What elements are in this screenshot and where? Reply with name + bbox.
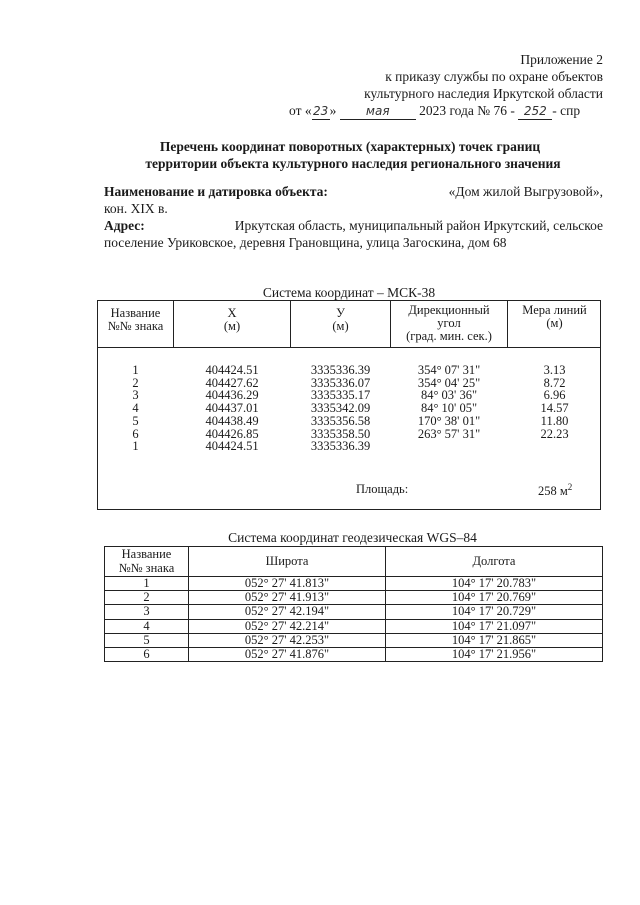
msk-cell-number: 1 xyxy=(132,363,139,377)
msk-header-angle-1: Дирекционный xyxy=(408,303,490,317)
msk-header-angle xyxy=(391,304,507,343)
msk-header-name-1: Название xyxy=(110,306,161,320)
date-day xyxy=(312,103,330,120)
area-number: 258 xyxy=(538,484,557,499)
order-suffix: - спр xyxy=(552,103,581,118)
appendix-label: Приложение 2 xyxy=(520,52,603,67)
wgs-header-name-2: №№ знака xyxy=(118,560,175,575)
object-name-label: Наименование и датировка объекта: xyxy=(104,184,328,199)
area-unit: м xyxy=(559,484,568,499)
wgs-cell-lon: 104° 17' 21.097" xyxy=(386,619,603,633)
wgs-cell-lat: 052° 27' 42.194" xyxy=(189,605,386,619)
msk-header-name xyxy=(98,307,173,333)
wgs-cell-number: 3 xyxy=(105,605,189,619)
area-label: Площадь: xyxy=(356,482,409,496)
msk-cell-y: 3335356.58 xyxy=(310,413,371,428)
wgs-cell-number: 2 xyxy=(105,591,189,605)
msk-cell-angle: 354° 07' 31" xyxy=(417,363,481,377)
area-unit-sup: 2 xyxy=(567,482,573,492)
msk-cell-length: 14.57 xyxy=(540,401,569,416)
msk-header-angle-3: (град. мин. сек.) xyxy=(406,329,492,343)
order-line-2: культурного наследия Иркутской области xyxy=(364,86,603,101)
wgs-cell-lon: 104° 17' 20.769" xyxy=(386,591,603,605)
doc-title-line-2: территории объекта культурного наследия регионального значения xyxy=(145,156,561,171)
object-name-value: «Дом жилой Выгрузовой», xyxy=(448,184,603,199)
table-row xyxy=(105,648,603,662)
wgs-header-lon: Долгота xyxy=(386,547,603,577)
area-value xyxy=(538,481,572,498)
table-row xyxy=(105,633,603,647)
msk-caption: Система координат – МСК-38 xyxy=(262,285,436,300)
wgs-cell-lat: 052° 27' 42.214" xyxy=(189,619,386,633)
object-name-line xyxy=(104,184,603,200)
msk-cell-number: 3 xyxy=(132,388,139,403)
msk-cell-length: 3.13 xyxy=(543,363,566,377)
msk-cell-y: 3335335.17 xyxy=(310,388,371,403)
wgs-header-name-1: Название xyxy=(121,547,172,562)
date-month xyxy=(340,103,416,120)
msk-cell-length: 22.23 xyxy=(540,426,569,441)
msk-header-length-1: Мера линий xyxy=(522,303,587,317)
msk-header-length-2: (м) xyxy=(546,316,563,330)
wgs-cell-lat: 052° 27' 41.913" xyxy=(189,591,386,605)
wgs-header-lat: Широта xyxy=(189,547,386,577)
msk-cell-number: 2 xyxy=(132,375,139,390)
address-line-2: поселение Уриковское, деревня Грановщина, улица Загоскина, дом 68 xyxy=(104,235,507,250)
table-row xyxy=(105,605,603,619)
msk-cell-x: 404424.51 xyxy=(205,363,259,377)
wgs-cell-lat: 052° 27' 42.253" xyxy=(189,633,386,647)
msk-cell-angle: 84° 03' 36" xyxy=(420,388,478,403)
wgs-header-name xyxy=(105,547,189,577)
date-year-number: 2023 года № 76 - xyxy=(419,103,515,118)
date-month-handwritten: мая xyxy=(365,104,390,118)
msk-cell-angle: 263° 57' 31" xyxy=(417,426,481,441)
msk-table xyxy=(97,300,601,510)
msk-header-y xyxy=(291,307,390,333)
msk-cell-x: 404426.85 xyxy=(205,426,259,441)
table-row xyxy=(105,591,603,605)
wgs-cell-lat: 052° 27' 41.813" xyxy=(189,577,386,591)
msk-header-name-2: №№ знака xyxy=(107,319,164,333)
msk-header-angle-2: угол xyxy=(437,316,461,330)
wgs-rows xyxy=(105,577,603,662)
wgs-header-row xyxy=(105,547,603,577)
object-dating: кон. XIX в. xyxy=(104,201,168,216)
msk-cell-length: 6.96 xyxy=(543,388,566,403)
msk-cell-x: 404427.62 xyxy=(205,375,259,390)
msk-cell-y: 3335342.09 xyxy=(310,401,371,416)
wgs-caption: Система координат геодезическая WGS–84 xyxy=(228,530,477,545)
msk-cell-angle: 354° 04' 25" xyxy=(417,375,481,390)
order-date-line xyxy=(289,103,580,120)
msk-cell-x: 404424.51 xyxy=(205,439,259,454)
wgs-cell-lat: 052° 27' 41.876" xyxy=(189,648,386,662)
address-label: Адрес: xyxy=(104,218,145,233)
doc-title-line-1: Перечень координат поворотных (характерных) точек границ xyxy=(159,139,541,154)
msk-header-x xyxy=(174,307,290,333)
date-mid: » xyxy=(329,103,337,118)
msk-header-x-1: X xyxy=(227,306,237,320)
msk-cell-number: 6 xyxy=(132,426,139,441)
msk-cell-x: 404436.29 xyxy=(205,388,259,403)
order-number xyxy=(518,103,552,120)
wgs-cell-number: 5 xyxy=(105,633,189,647)
order-number-handwritten: 252 xyxy=(523,104,547,118)
msk-header-x-2: (м) xyxy=(223,319,241,333)
wgs-table xyxy=(104,546,603,662)
wgs-cell-lon: 104° 17' 20.783" xyxy=(386,577,603,591)
address-text-1: Иркутская область, муниципальный район Иркутский, сельское xyxy=(234,218,603,233)
date-day-handwritten: 23 xyxy=(312,104,329,118)
date-prefix: от « xyxy=(289,103,312,118)
msk-cell-x: 404437.01 xyxy=(205,401,259,416)
msk-cell-number: 1 xyxy=(132,439,139,454)
wgs-cell-number: 6 xyxy=(105,648,189,662)
address-line-1 xyxy=(104,218,603,234)
msk-cell-length: 8.72 xyxy=(543,375,566,390)
msk-cell-number: 5 xyxy=(132,413,139,428)
msk-cell-length: 11.80 xyxy=(540,413,569,428)
order-line-1: к приказу службы по охране объектов xyxy=(385,69,603,84)
wgs-cell-lon: 104° 17' 20.729" xyxy=(386,605,603,619)
wgs-cell-lon: 104° 17' 21.865" xyxy=(386,633,603,647)
msk-cell-angle: 170° 38' 01" xyxy=(417,413,481,428)
msk-cell-number: 4 xyxy=(132,401,139,416)
wgs-cell-number: 1 xyxy=(105,577,189,591)
msk-cell-y: 3335358.50 xyxy=(310,426,371,441)
msk-cell-y: 3335336.39 xyxy=(310,363,371,377)
msk-cell-y: 3335336.39 xyxy=(310,439,371,454)
msk-cell-angle: 84° 10' 05" xyxy=(420,401,478,416)
msk-header-y-2: (м) xyxy=(332,319,349,333)
msk-header-divider xyxy=(98,347,601,348)
msk-cell-x: 404438.49 xyxy=(205,413,259,428)
msk-header-y-1: У xyxy=(336,306,345,320)
wgs-cell-number: 4 xyxy=(105,619,189,633)
wgs-cell-lon: 104° 17' 21.956" xyxy=(386,648,603,662)
msk-cell-y: 3335336.07 xyxy=(310,375,371,390)
table-row xyxy=(105,619,603,633)
msk-header-length xyxy=(508,304,601,330)
table-row xyxy=(105,577,603,591)
